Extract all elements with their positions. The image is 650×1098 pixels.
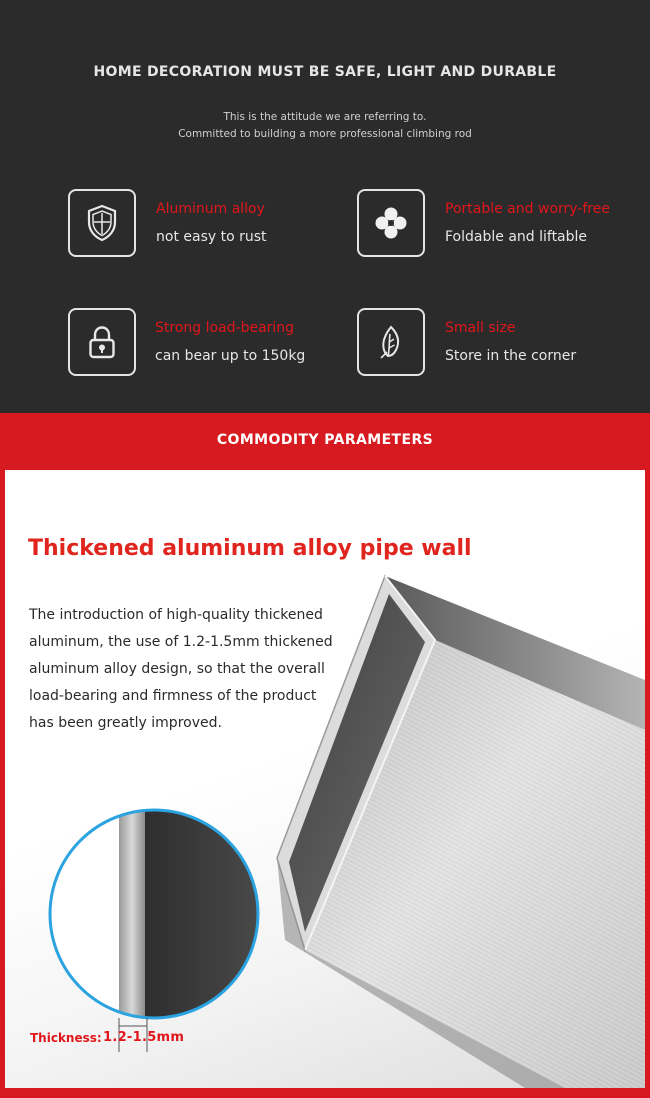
- description-line: aluminum alloy design, so that the overall: [29, 661, 325, 677]
- product-heading: Thickened aluminum alloy pipe wall: [28, 536, 472, 561]
- hero-subtitle-line1: This is the attitude we are referring to.: [223, 111, 427, 123]
- feature-title: Strong load-bearing: [155, 320, 295, 336]
- feature-load-bearing: [68, 308, 358, 380]
- leaf-icon: [357, 308, 425, 376]
- shield-icon: [68, 189, 136, 257]
- feature-desc: Store in the corner: [445, 348, 577, 364]
- thickness-label: Thickness:: [30, 1031, 102, 1045]
- feature-desc: can bear up to 150kg: [155, 348, 306, 364]
- thickness-value: 1.2-1.5mm: [103, 1030, 185, 1045]
- feature-small-size: [357, 308, 647, 380]
- feature-title: Small size: [445, 320, 516, 336]
- feature-title: Aluminum alloy: [156, 201, 265, 217]
- section-title: COMMODITY PARAMETERS: [216, 432, 434, 448]
- hero-title: HOME DECORATION MUST BE SAFE, LIGHT AND DURABLE: [93, 64, 557, 80]
- feature-portable: [357, 189, 647, 261]
- description-line: has been greatly improved.: [29, 715, 222, 731]
- description-line: aluminum, the use of 1.2-1.5mm thickened: [29, 634, 333, 650]
- description-line: load-bearing and firmness of the product: [29, 688, 317, 704]
- product-panel: [5, 470, 645, 1088]
- wall-thickness-magnifier: [43, 803, 265, 1025]
- feature-desc: Foldable and liftable: [445, 229, 588, 245]
- description-line: The introduction of high-quality thickened: [29, 607, 323, 623]
- feature-title: Portable and worry-free: [445, 201, 610, 217]
- hero-subtitle-line2: Committed to building a more professional climbing rod: [178, 128, 472, 140]
- lock-icon: [68, 308, 136, 376]
- product-description: [29, 602, 349, 737]
- feature-desc: not easy to rust: [156, 229, 267, 245]
- clover-icon: [357, 189, 425, 257]
- features-section: [0, 0, 650, 413]
- feature-aluminum-alloy: [68, 189, 358, 261]
